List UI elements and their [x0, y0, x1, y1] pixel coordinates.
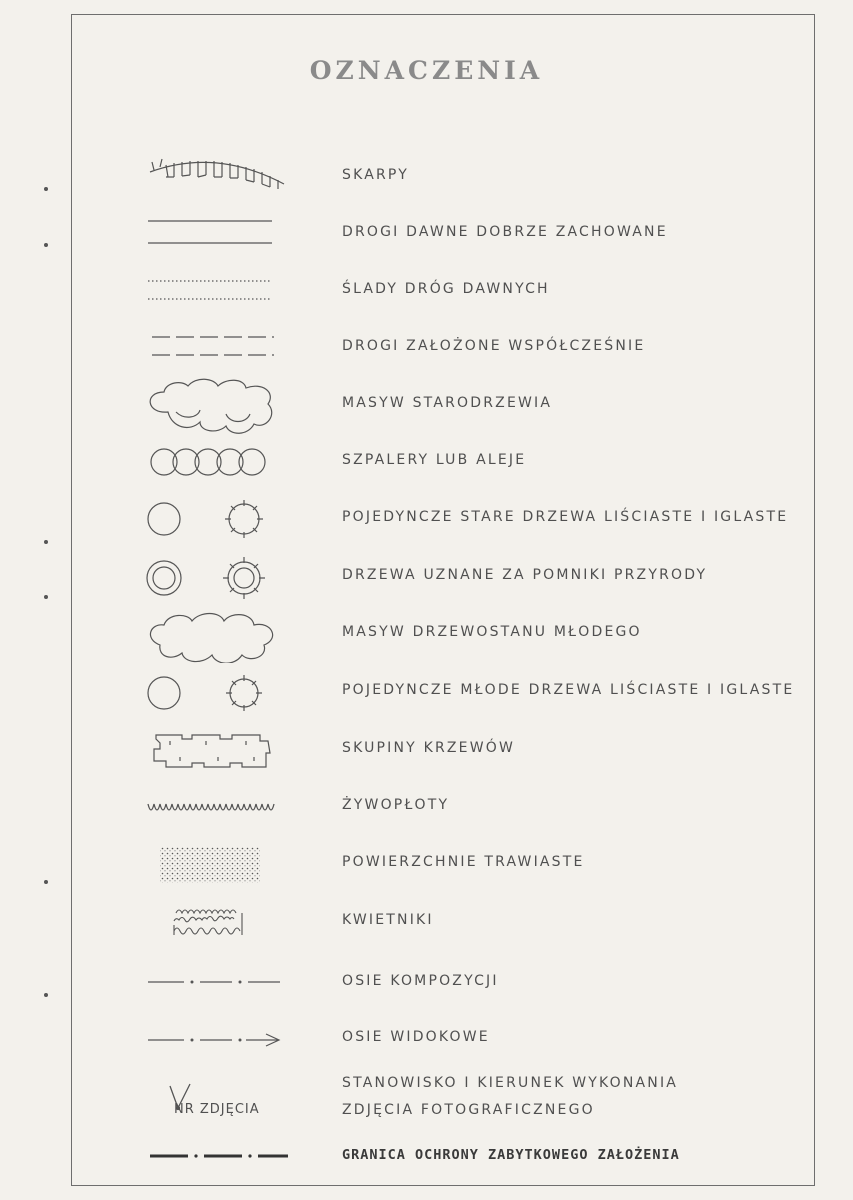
legend-label: POJEDYNCZE STARE DRZEWA LIŚCIASTE I IGLASTE — [342, 509, 789, 525]
legend-label: ŚLADY DRÓG DAWNYCH — [342, 281, 550, 297]
old-tree-pair-icon — [146, 492, 290, 548]
legend-item-granica-ochrony — [72, 1130, 812, 1186]
legend-item-zywoploty — [72, 780, 812, 836]
legend-label — [342, 1070, 678, 1124]
legend-label: POJEDYNCZE MŁODE DRZEWA LIŚCIASTE I IGLASTE — [342, 682, 795, 698]
flowerbed-icon — [146, 895, 290, 951]
legend-item-pojedyncze-stare — [72, 492, 812, 548]
legend-item-powierzchnie-trawiaste — [72, 837, 812, 893]
grass-icon — [146, 837, 290, 893]
view-axis-icon — [146, 1012, 290, 1068]
legend-item-slady-drog — [72, 264, 812, 320]
margin-dot — [44, 880, 48, 884]
dotted-line-icon — [146, 264, 290, 320]
legend-label: SKUPINY KRZEWÓW — [342, 740, 516, 756]
slope-icon — [146, 150, 290, 206]
legend-label-line: ZDJĘCIA FOTOGRAFICZNEGO — [342, 1102, 595, 1118]
composition-axis-icon — [146, 956, 290, 1012]
legend-label: OSIE WIDOKOWE — [342, 1029, 490, 1045]
legend-label: MASYW STARODRZEWIA — [342, 395, 553, 411]
young-tree-pair-icon — [146, 665, 290, 721]
hedge-icon — [146, 780, 290, 836]
old-tree-mass-icon — [146, 378, 290, 434]
legend-label: DRZEWA UZNANE ZA POMNIKI PRZYRODY — [342, 567, 708, 583]
legend-label: GRANICA OCHRONY ZABYTKOWEGO ZAŁOŻENIA — [342, 1147, 680, 1163]
legend-title: OZNACZENIA — [309, 56, 544, 85]
legend-label: MASYW DRZEWOSTANU MŁODEGO — [342, 624, 642, 640]
legend-item-drogi-dawne — [72, 207, 812, 263]
legend-item-masyw-starodrzewia — [72, 378, 812, 434]
legend-label: POWIERZCHNIE TRAWIASTE — [342, 854, 585, 870]
legend-item-kwietniki — [72, 895, 812, 951]
legend-label: SZPALERY LUB ALEJE — [342, 452, 527, 468]
legend-item-osie-widokowe — [72, 1012, 812, 1068]
legend-label: SKARPY — [342, 167, 410, 183]
legend-item-skupiny-krzewow — [72, 723, 812, 779]
monument-tree-icon — [146, 550, 290, 606]
legend-label-line: STANOWISKO I KIERUNEK WYKONANIA — [342, 1075, 679, 1091]
legend-item-pojedyncze-mlode — [72, 665, 812, 721]
legend-item-skarpy — [72, 150, 812, 206]
legend-item-drogi-zalozone — [72, 321, 812, 377]
margin-dot — [44, 595, 48, 599]
young-tree-mass-icon — [146, 607, 290, 663]
legend-item-osie-kompozycji — [72, 956, 812, 1012]
legend-item-szpalery — [72, 435, 812, 491]
photo-number-label: NR ZDJĘCIA — [174, 1102, 260, 1117]
legend-label: DROGI DAWNE DOBRZE ZACHOWANE — [342, 224, 668, 240]
margin-dot — [44, 540, 48, 544]
legend-label: OSIE KOMPOZYCJI — [342, 973, 499, 989]
protection-boundary-icon — [146, 1130, 290, 1186]
tree-row-icon — [146, 435, 290, 491]
dashed-line-icon — [146, 321, 290, 377]
legend-label: KWIETNIKI — [342, 912, 434, 928]
legend-label: ŻYWOPŁOTY — [342, 797, 450, 813]
margin-dot — [44, 187, 48, 191]
double-line-icon — [146, 207, 290, 263]
margin-dot — [44, 243, 48, 247]
shrub-group-icon — [146, 723, 290, 779]
legend-item-masyw-mlodego — [72, 607, 812, 663]
legend-item-stanowisko-zdjecia — [72, 1066, 812, 1122]
legend-item-pomniki-przyrody — [72, 550, 812, 606]
margin-dot — [44, 993, 48, 997]
legend-label: DROGI ZAŁOŻONE WSPÓŁCZEŚNIE — [342, 338, 646, 354]
